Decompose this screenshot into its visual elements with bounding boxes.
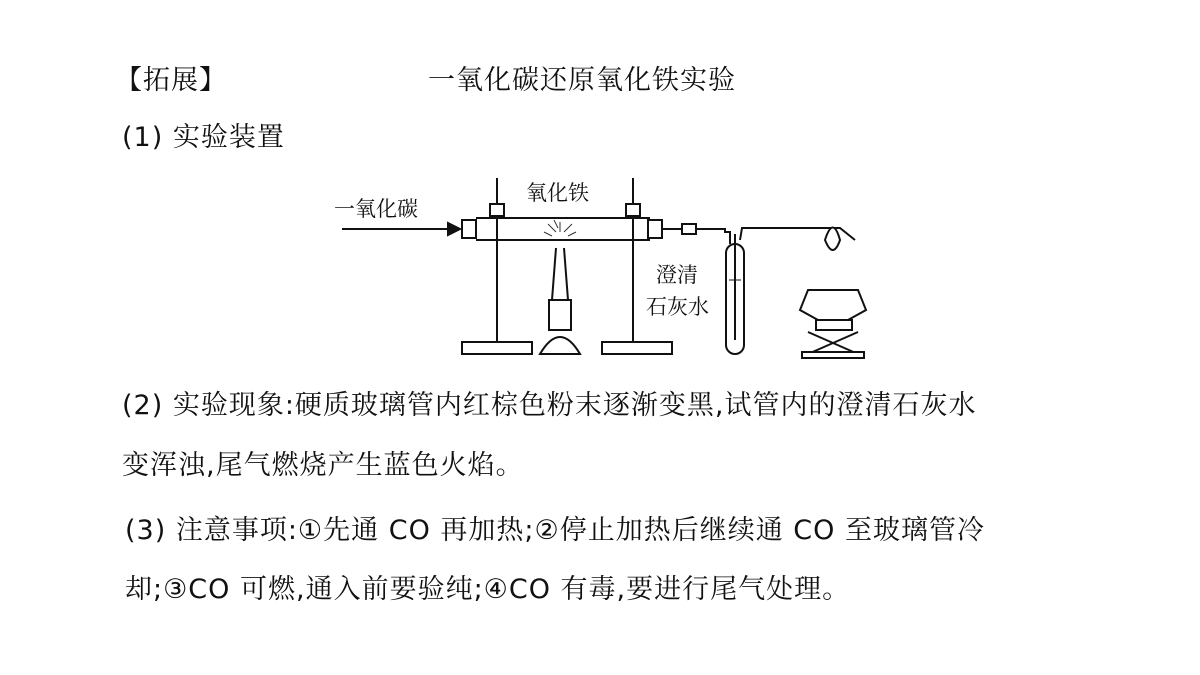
- clamp-left: [490, 204, 504, 216]
- tube-connector: [682, 224, 696, 234]
- label-co: 一氧化碳: [334, 197, 418, 221]
- iron-oxide-powder: [544, 220, 576, 236]
- label-limewater-2: 石灰水: [646, 295, 709, 319]
- section1-heading: (1) 实验装置: [122, 122, 285, 153]
- outlet-stopper: [648, 220, 662, 238]
- stand-base-right: [602, 342, 672, 354]
- section3-line2: 却;③CO 可燃,通入前要验纯;④CO 有毒,要进行尾气处理。: [125, 574, 851, 605]
- label-fe2o3: 氧化铁: [526, 181, 589, 205]
- stand-base-left: [462, 342, 532, 354]
- section2-line2: 变浑浊,尾气燃烧产生蓝色火焰。: [122, 450, 524, 481]
- page-title: 一氧化碳还原氧化铁实验: [428, 65, 736, 96]
- lamp-flame-icon: [825, 228, 840, 251]
- bunsen-burner: [549, 300, 571, 330]
- bracket-label: 【拓展】: [115, 65, 227, 96]
- label-limewater-1: 澄清: [656, 263, 698, 287]
- burner-base: [540, 337, 580, 354]
- apparatus-diagram: [330, 170, 870, 360]
- alcohol-lamp: [800, 290, 866, 320]
- section3-line1: (3) 注意事项:①先通 CO 再加热;②停止加热后继续通 CO 至玻璃管冷: [125, 515, 985, 546]
- section2-line1: (2) 实验现象:硬质玻璃管内红棕色粉末逐渐变黑,试管内的澄清石灰水: [122, 390, 977, 421]
- inlet-stopper: [462, 220, 476, 238]
- clamp-right: [626, 204, 640, 216]
- arrow-head-icon: [448, 223, 460, 235]
